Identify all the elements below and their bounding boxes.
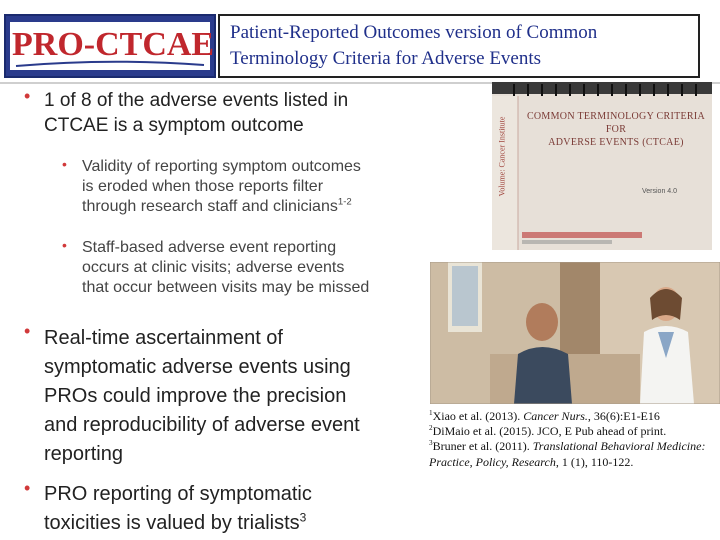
bullet-3-text: toxicities is valued by trialists: [44, 512, 300, 534]
title-box: [218, 14, 700, 78]
bullet-1: [44, 88, 464, 138]
reference-2: [429, 424, 717, 439]
bullet-2-line: and reproducibility of adverse event: [44, 414, 360, 436]
bullet-2-line: reporting: [44, 443, 123, 465]
reference-1: [429, 409, 717, 424]
sub-bullet-line: is eroded when those reports filter: [82, 178, 324, 195]
bullet-marker: •: [62, 237, 67, 253]
binder-version: Version 4.0: [642, 188, 678, 195]
reference-number: 3: [429, 439, 433, 448]
bullet-2-line: Real-time ascertainment of: [44, 327, 283, 349]
binder-cover-title: [526, 110, 706, 149]
clinic-visit-photo: [430, 262, 720, 404]
reference-text: Bruner et al. (2011).: [432, 439, 533, 454]
pro-ctcae-logo: [4, 14, 216, 78]
bullet-2-line: symptomatic adverse events using: [44, 356, 351, 378]
slide-title: Patient-Reported Outcomes version of Common Terminology Criteria for Adverse Events: [230, 22, 598, 69]
binder-cover-line: ADVERSE EVENTS (CTCAE): [548, 137, 684, 148]
bullet-marker: •: [24, 321, 31, 341]
binder-cover-line: COMMON TERMINOLOGY CRITERIA: [526, 111, 706, 122]
bullet-3-line: PRO reporting of symptomatic: [44, 483, 312, 505]
logo-swoosh-icon: [14, 60, 206, 68]
sub-bullet-line: occurs at clinic visits; adverse events: [82, 259, 345, 276]
bullet-3: [44, 480, 424, 538]
bullet-marker: •: [24, 478, 31, 498]
binder-spine-text: Volume: Cancer Institute: [497, 116, 507, 197]
citation-superscript: 3: [299, 510, 307, 525]
binder-cover-line: FOR: [605, 124, 627, 135]
bullet-marker: •: [24, 86, 31, 106]
reference-text: , 36(6):E1-E16: [587, 409, 660, 423]
bullet-1-line: 1 of 8 of the adverse events listed in: [44, 90, 349, 111]
slide-header: [0, 0, 720, 84]
sub-bullet-line: [82, 197, 482, 217]
reference-number: 2: [429, 424, 433, 433]
reference-text: DiMaio et al. (2015). JCO, E Pub ahead of print.: [432, 424, 667, 439]
references: [429, 409, 717, 470]
bullet-2: [44, 324, 434, 469]
sub-bullet-line: that occur between visits may be missed: [82, 279, 370, 296]
sub-bullet-line: Staff-based adverse event reporting: [82, 239, 337, 256]
reference-journal: Translational Behavioral Medicine: Practice, Policy, Research: [429, 439, 706, 469]
sub-bullet-1: [82, 157, 482, 217]
citation-superscript: 1-2: [337, 196, 352, 208]
binder-illustration: [492, 82, 712, 250]
bullet-3-line: [44, 509, 424, 538]
reference-text: Xiao et al. (2013).: [432, 409, 524, 423]
sub-bullet-line: Validity of reporting symptom outcomes: [82, 158, 361, 175]
bullet-2-line: PROs could improve the precision: [44, 385, 347, 407]
logo-panel: [10, 22, 215, 70]
sub-bullet-2: [82, 238, 482, 298]
reference-journal: Cancer Nurs.: [523, 409, 588, 423]
reference-number: 1: [429, 409, 433, 417]
logo-text: PRO-CTCAE: [12, 26, 215, 63]
bullet-1-line: CTCAE is a symptom outcome: [44, 115, 304, 136]
ctcae-binder-photo: [492, 82, 712, 250]
bullet-marker: •: [62, 156, 67, 172]
reference-text: , 1 (1), 110-122.: [555, 454, 634, 469]
reference-3: [429, 439, 717, 469]
sub-bullet-text: through research staff and clinicians: [82, 198, 338, 215]
clinic-scene-illustration: [430, 262, 720, 404]
